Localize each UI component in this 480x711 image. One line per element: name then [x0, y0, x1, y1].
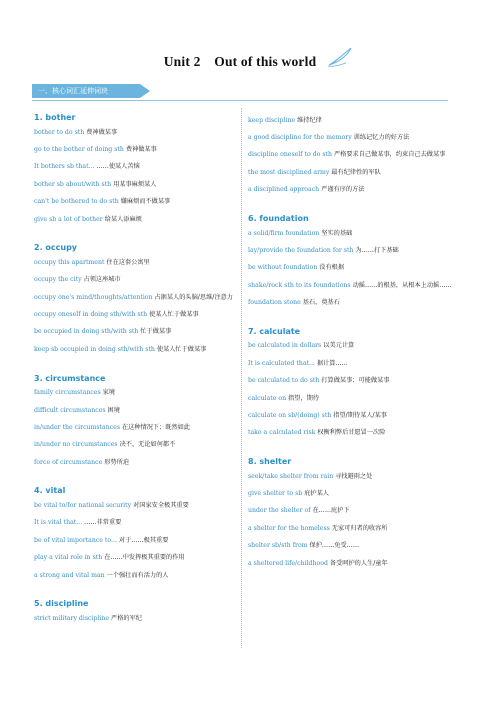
phrase-line [248, 129, 454, 146]
vocab-entry [248, 456, 454, 572]
phrase-chinese: 最有纪律性的军队 [331, 168, 381, 176]
phrase-line [34, 610, 239, 627]
phrase-chinese: 占据某人的头脑/思维/注意力 [154, 293, 233, 301]
phrase-line [34, 289, 239, 306]
phrase-chinese: 基石，奠基石 [302, 299, 340, 307]
phrase-english: shake/rock sth to its foundations [248, 281, 351, 289]
phrase-line [34, 124, 239, 141]
entry-gap [248, 199, 454, 213]
vocab-entry [248, 112, 454, 199]
phrase-chinese: 指望/期待某人/某事 [333, 411, 387, 419]
phrase-chinese: 无家可归者的收容所 [331, 524, 388, 532]
phrase-chinese: 使某人忙于做某事 [156, 345, 207, 353]
phrase-line [248, 242, 454, 259]
phrase-english: keep sb occupied in doing sth/with sth [34, 345, 155, 353]
phrase-line [248, 147, 454, 164]
phrase-line [34, 341, 239, 358]
phrase-line [34, 437, 239, 454]
phrase-line [248, 277, 454, 294]
phrase-line [248, 407, 454, 424]
phrase-english: calculate on [248, 394, 287, 402]
entry-headword: 2. occupy [34, 243, 78, 253]
entry-gap [34, 359, 239, 373]
phrase-english: It bothers sb that... [34, 163, 95, 171]
phrase-english: take a calculated risk [248, 429, 316, 437]
phrase-english: the most disciplined army [248, 168, 330, 176]
phrase-english: a solid/firm foundation [248, 229, 320, 237]
phrase-chinese: 没有根据 [319, 264, 345, 272]
phrase-line [248, 468, 454, 485]
title-area [0, 50, 480, 70]
phrase-english: family circumstances [34, 389, 101, 397]
right-column [248, 112, 454, 572]
phrase-chinese: 严格要求自己做某事，约束自己去做某事 [333, 151, 446, 159]
phrase-chinese: 权衡利弊后甘愿冒一次险 [317, 429, 386, 437]
phrase-chinese: 严谨有序的方法 [321, 186, 365, 194]
phrase-line [34, 306, 239, 323]
vocab-entry [34, 598, 239, 627]
phrase-chinese: 为……打下基础 [355, 246, 399, 254]
phrase-line [248, 260, 454, 277]
entry-headword: 3. circumstance [34, 373, 106, 383]
phrase-english: lay/provide the foundation for sth [248, 246, 354, 254]
phrase-line [248, 555, 454, 572]
phrase-chinese: 用某事麻烦某人 [113, 180, 157, 188]
phrase-chinese: 费神做某事 [125, 146, 157, 154]
vocab-entry [34, 373, 239, 472]
phrase-english: a strong and vital man [34, 571, 105, 579]
phrase-chinese: 决不，无论如何都不 [119, 441, 176, 449]
phrase-english: go to the bother of doing sth [34, 146, 124, 154]
phrase-english: It is vital that... [34, 519, 83, 527]
entry-gap [34, 471, 239, 485]
phrase-chinese: 嫌麻烦而不做某事 [120, 198, 171, 206]
phrase-line [248, 485, 454, 502]
feather-pen-icon [326, 46, 354, 68]
phrase-english: be calculated to do sth [248, 377, 320, 385]
entry-headword: 5. discipline [34, 599, 89, 609]
phrase-chinese: 备受呵护的人生/童年 [329, 559, 388, 567]
phrase-english: be without foundation [248, 264, 318, 272]
phrase-line [34, 141, 239, 158]
phrase-chinese: 打算做某事；可能做某事 [321, 377, 390, 385]
section-banner: 一、核心词汇延伸词块 [32, 84, 140, 98]
phrase-english: under the shelter of [248, 507, 311, 515]
left-column [34, 112, 239, 628]
vocab-entry [248, 326, 454, 442]
column-divider [241, 108, 242, 648]
phrase-chinese: 费神做某事 [86, 128, 118, 136]
vocab-entry [34, 112, 239, 228]
phrase-chinese: 家境 [102, 389, 115, 397]
phrase-chinese: 住在这套公寓里 [106, 258, 150, 266]
phrase-line [248, 373, 454, 390]
phrase-english: give shelter to sb [248, 490, 303, 498]
phrase-chinese: 忙于做某事 [140, 328, 172, 336]
phrase-line [248, 355, 454, 372]
phrase-line [248, 182, 454, 199]
phrase-line [34, 211, 239, 228]
phrase-english: It is calculated that... [248, 359, 315, 367]
phrase-english: occupy the city [34, 276, 82, 284]
phrase-line [34, 324, 239, 341]
phrase-line [34, 194, 239, 211]
phrase-line [34, 550, 239, 567]
phrase-chinese: 对于……极其重要 [118, 536, 169, 544]
phrase-line [248, 520, 454, 537]
phrase-chinese: 以美元计算 [323, 342, 355, 350]
entry-gap [34, 584, 239, 598]
phrase-english: difficult circumstances [34, 406, 106, 414]
phrase-chinese: ……使某人苦恼 [96, 163, 140, 171]
entry-gap [34, 228, 239, 242]
phrase-chinese: 坚实的基础 [321, 229, 353, 237]
phrase-line [34, 419, 239, 436]
entry-headword: 8. shelter [248, 457, 292, 466]
vocab-entry [248, 213, 454, 312]
phrase-english: play a vital role in sth [34, 554, 103, 562]
phrase-line [248, 164, 454, 181]
phrase-chinese: ……非常重要 [84, 519, 122, 527]
phrase-english: be of vital importance to... [34, 536, 117, 544]
phrase-english: calculate on sb/(doing) sth [248, 411, 332, 419]
phrase-english: be occupied in doing sth/with sth [34, 328, 139, 336]
phrase-chinese: 在……庇护下 [312, 507, 350, 515]
phrase-line [248, 112, 454, 129]
phrase-english: a disciplined approach [248, 186, 320, 194]
phrase-chinese: 在……中发挥极其重要的作用 [104, 554, 185, 562]
phrase-line [34, 385, 239, 402]
phrase-chinese: 寻找避雨之处 [335, 472, 373, 480]
banner-rule [32, 100, 448, 101]
phrase-line [34, 254, 239, 271]
phrase-english: discipline oneself to do sth [248, 151, 333, 159]
entry-headword: 6. foundation [248, 213, 309, 223]
phrase-english: occupy oneself in doing sth/with sth [34, 311, 148, 319]
phrase-line [34, 454, 239, 471]
phrase-english: a sheltered life/childhood [248, 559, 328, 567]
phrase-english: be calculated in dollars [248, 342, 322, 350]
phrase-chinese: 指望，期待 [288, 394, 319, 402]
phrase-chinese: 使某人忙于做某事 [149, 311, 199, 319]
phrase-chinese: 对国家安全极其重要 [133, 502, 189, 510]
phrase-english: be vital to/for national security [34, 502, 132, 510]
phrase-chinese: 维持纪律 [297, 116, 322, 124]
phrase-line [248, 425, 454, 442]
phrase-line [34, 497, 239, 514]
phrase-line [34, 402, 239, 419]
phrase-chinese: 形势所迫 [104, 458, 129, 466]
phrase-line [248, 538, 454, 555]
phrase-chinese: 保护……免受…… [309, 542, 360, 550]
phrase-english: bother sb about/with sth [34, 180, 112, 188]
phrase-line [34, 567, 239, 584]
phrase-line [248, 225, 454, 242]
entry-headword: 7. calculate [248, 326, 301, 336]
phrase-line [34, 532, 239, 549]
phrase-line [248, 338, 454, 355]
phrase-english: strict military discipline [34, 614, 110, 622]
phrase-chinese: 困境 [107, 406, 120, 414]
phrase-english: shelter sb/sth from [248, 542, 308, 550]
phrase-english: give sb a lot of bother [34, 215, 103, 223]
phrase-english: bother to do sth [34, 128, 85, 136]
phrase-english: force of circumstance [34, 458, 103, 466]
phrase-english: seek/take shelter from rain [248, 472, 334, 480]
phrase-english: in/under the circumstances [34, 423, 121, 431]
phrase-chinese: 占领这座城市 [83, 276, 121, 284]
vocab-entry [34, 485, 239, 584]
phrase-line [34, 515, 239, 532]
phrase-chinese: 动摇……的根基，从根本上动摇…… [352, 281, 452, 289]
phrase-line [34, 159, 239, 176]
phrase-chinese: 给某人添麻烦 [104, 215, 142, 223]
entry-gap [248, 442, 454, 456]
phrase-line [34, 176, 239, 193]
page-title: Unit 2 Out of this world [163, 54, 317, 69]
phrase-english: occupy one's mind/thoughts/attention [34, 293, 153, 301]
phrase-english: can't be bothered to do sth [34, 198, 119, 206]
phrase-chinese: 据计算…… [316, 359, 348, 367]
phrase-line [248, 503, 454, 520]
phrase-line [248, 390, 454, 407]
entry-headword: 4. vital [34, 486, 66, 496]
entry-headword: 1. bother [34, 113, 76, 122]
vocab-entry [34, 242, 239, 358]
phrase-english: foundation stone [248, 299, 301, 307]
phrase-line [34, 272, 239, 289]
phrase-chinese: 在这种情况下；既然如此 [122, 423, 191, 431]
phrase-line [248, 294, 454, 311]
phrase-english: occupy this apartment [34, 258, 105, 266]
phrase-english: in/under no circumstances [34, 441, 118, 449]
phrase-english: a good discipline for the memory [248, 134, 352, 142]
phrase-english: keep discipline [248, 116, 296, 124]
phrase-chinese: 一个强壮而有活力的人 [106, 571, 169, 579]
phrase-english: a shelter for the homeless [248, 524, 330, 532]
phrase-chinese: 庇护某人 [304, 490, 329, 498]
phrase-chinese: 严格的军纪 [111, 614, 142, 622]
entry-gap [248, 312, 454, 326]
phrase-chinese: 训练记忆力的好方法 [353, 134, 410, 142]
